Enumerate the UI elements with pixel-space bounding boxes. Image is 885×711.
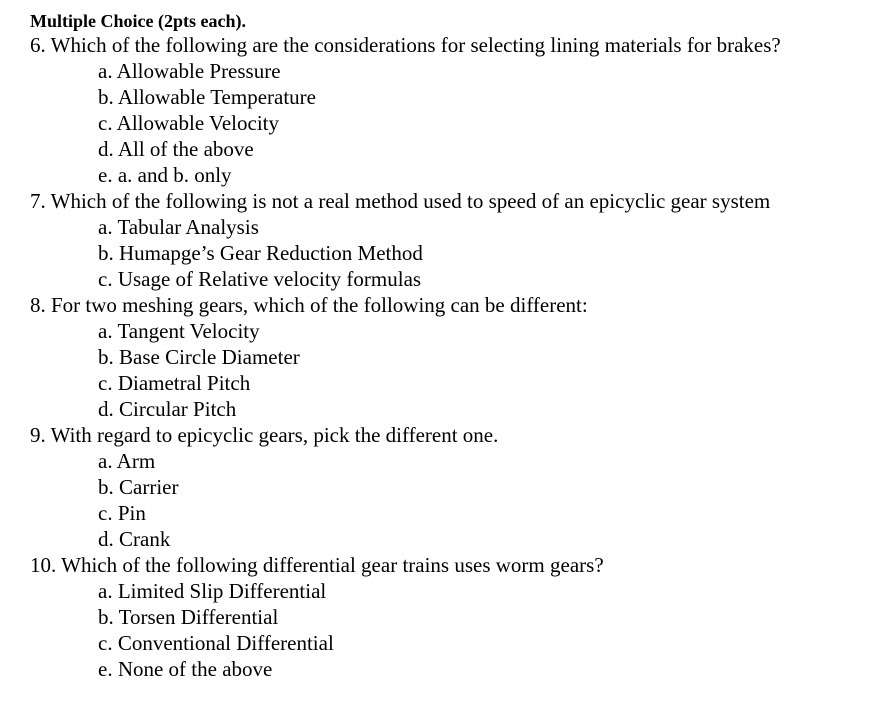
section-heading: Multiple Choice (2pts each). [30,11,246,31]
option-item: a. Arm [98,449,156,473]
question-10 [30,552,885,682]
option-item: d. Circular Pitch [98,397,237,421]
option-item: d. All of the above [98,137,254,161]
question-6 [30,32,885,188]
option-item: c. Pin [98,501,146,525]
option-item: c. Conventional Differential [98,631,334,655]
option-item: b. Humapge’s Gear Reduction Method [98,241,423,265]
question-text: 7. Which of the following is not a real method used to speed of an epicyclic gear system [30,189,771,213]
option-item: e. None of the above [98,657,273,681]
option-item: a. Tabular Analysis [98,215,259,239]
question-text: 6. Which of the following are the considerations for selecting lining materials for brakes? [30,33,781,57]
question-text: 9. With regard to epicyclic gears, pick the different one. [30,423,499,447]
question-text: 10. Which of the following differential gear trains uses worm gears? [30,553,604,577]
option-item: d. Crank [98,527,171,551]
question-7 [30,188,885,292]
option-item: b. Base Circle Diameter [98,345,300,369]
option-item: a. Tangent Velocity [98,319,260,343]
question-text: 8. For two meshing gears, which of the following can be different: [30,293,588,317]
question-8 [30,292,885,422]
option-item: a. Limited Slip Differential [98,579,327,603]
option-item: b. Allowable Temperature [98,85,316,109]
option-item: c. Allowable Velocity [98,111,279,135]
option-item: c. Diametral Pitch [98,371,251,395]
option-item: b. Torsen Differential [98,605,279,629]
question-9 [30,422,885,552]
option-item: c. Usage of Relative velocity formulas [98,267,422,291]
option-item: e. a. and b. only [98,163,232,187]
option-item: a. Allowable Pressure [98,59,281,83]
option-item: b. Carrier [98,475,179,499]
